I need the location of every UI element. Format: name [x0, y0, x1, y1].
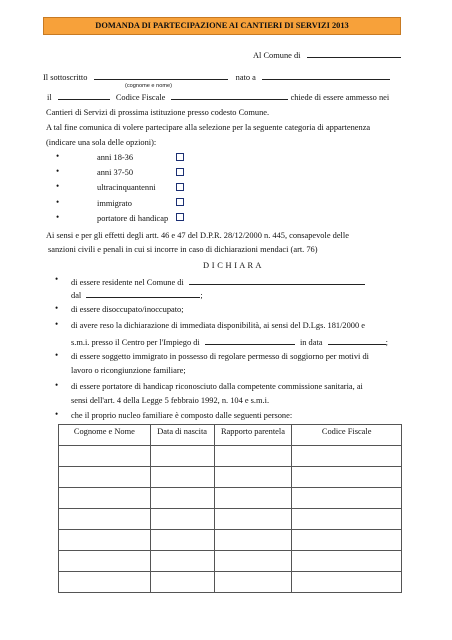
semicolon: ; — [385, 338, 388, 347]
dal-field[interactable] — [86, 289, 200, 298]
table-row — [59, 572, 402, 593]
bullet-icon: • — [55, 274, 59, 284]
decl-disponibilita-2 — [71, 336, 388, 347]
decl-handicap-2: sensi dell'art. 4 della Legge 5 febbraio 1992, n. 104 e s.m.i. — [71, 396, 270, 405]
decl-disoccupato: di essere disoccupato/inoccupato; — [71, 305, 184, 314]
data-nascita-field[interactable] — [58, 91, 110, 100]
table-cell[interactable] — [214, 509, 292, 530]
table-cell[interactable] — [292, 467, 402, 488]
bullet-icon: • — [55, 380, 59, 390]
dichiara-heading: D I C H I A R A — [203, 261, 262, 270]
checkbox-handicap[interactable] — [176, 213, 184, 221]
family-table — [58, 424, 402, 593]
table-cell[interactable] — [59, 572, 151, 593]
il-label: il — [47, 93, 52, 102]
checkbox-37-50[interactable] — [176, 168, 184, 176]
form-title: DOMANDA DI PARTECIPAZIONE AI CANTIERI DI SERVIZI 2013 — [43, 17, 401, 35]
luogo-nascita-field[interactable] — [262, 71, 390, 80]
table-cell[interactable] — [59, 446, 151, 467]
sottoscritto-row — [43, 71, 390, 82]
decl-residente — [71, 276, 365, 287]
column-header-codice-fiscale: Codice Fiscale — [292, 425, 402, 446]
table-cell[interactable] — [214, 446, 292, 467]
residente-label: di essere residente nel Comune di — [71, 278, 184, 287]
table-row — [59, 446, 402, 467]
checkbox-ultracinquantenni[interactable] — [176, 183, 184, 191]
sensi-line-2: sanzioni civili e penali in cui si incorre in caso di dichiarazioni mendaci (art. 76) — [48, 245, 318, 254]
category-label-handicap: portatore di handicap — [97, 214, 169, 223]
table-cell[interactable] — [292, 509, 402, 530]
table-cell[interactable] — [150, 509, 214, 530]
table-row — [59, 488, 402, 509]
intro-line-3: Cantieri di Servizi di prossima istituzione presso codesto Comune. — [46, 108, 270, 117]
decl-dal: dal ; — [71, 291, 203, 300]
table-cell[interactable] — [59, 488, 151, 509]
table-cell[interactable] — [292, 551, 402, 572]
decl-disponibilita-1: di avere reso la dichiarazione di immediata disponibilità, ai sensi del D.Lgs. 181/2000 e — [71, 321, 365, 330]
category-label-37-50: anni 37-50 — [97, 168, 134, 177]
bullet-icon: • — [55, 303, 59, 313]
intro-line-5: (indicare una sola delle opzioni): — [46, 138, 157, 147]
table-cell[interactable] — [292, 530, 402, 551]
table-row — [59, 467, 402, 488]
cognome-nome-note: (cognome e nome) — [125, 83, 172, 89]
column-header-rapporto-parentela: Rapporto parentela — [214, 425, 292, 446]
category-label-ultracinquantenni: ultracinquantenni — [97, 183, 156, 192]
dal-label: dal — [71, 291, 82, 300]
bullet-icon: • — [55, 319, 59, 329]
table-cell[interactable] — [292, 572, 402, 593]
table-cell[interactable] — [150, 530, 214, 551]
centro-impiego-label: s.m.i. presso il Centro per l'Impiego di — [71, 338, 200, 347]
nato-a-label: nato a — [235, 73, 256, 82]
column-header-cognome-nome: Cognome e Nome — [59, 425, 151, 446]
table-cell[interactable] — [214, 488, 292, 509]
sottoscritto-label: Il sottoscritto — [43, 73, 88, 82]
table-cell[interactable] — [214, 572, 292, 593]
bullet-icon: • — [56, 151, 60, 161]
bullet-icon: • — [55, 409, 59, 419]
decl-immigrato-2: lavoro o ricongiunzione familiare; — [71, 366, 186, 375]
table-row — [59, 530, 402, 551]
table-header-row — [59, 425, 402, 446]
bullet-icon: • — [56, 197, 60, 207]
intro-line-4: A tal fine comunica di volere partecipare alla selezione per la seguente categoria di appartenenza — [46, 123, 371, 132]
table-cell[interactable] — [214, 467, 292, 488]
checkbox-immigrato[interactable] — [176, 198, 184, 206]
table-cell[interactable] — [59, 509, 151, 530]
decl-handicap-1: di essere portatore di handicap riconosciuto dalla competente commissione sanitaria, ai — [71, 382, 363, 391]
comune-label: Al Comune di — [253, 51, 301, 60]
in-data-field[interactable] — [328, 336, 386, 345]
checkbox-18-36[interactable] — [176, 153, 184, 161]
table-cell[interactable] — [150, 467, 214, 488]
category-label-immigrato: immigrato — [97, 199, 132, 208]
comune-residenza-field[interactable] — [189, 276, 365, 285]
table-cell[interactable] — [292, 488, 402, 509]
table-cell[interactable] — [150, 551, 214, 572]
table-cell[interactable] — [150, 446, 214, 467]
table-cell[interactable] — [292, 446, 402, 467]
in-data-label: in data — [299, 338, 323, 347]
bullet-icon: • — [55, 350, 59, 360]
comune-row — [253, 49, 401, 60]
bullet-icon: • — [56, 212, 60, 222]
table-cell[interactable] — [214, 551, 292, 572]
centro-impiego-field[interactable] — [205, 336, 295, 345]
codice-fiscale-field[interactable] — [171, 91, 288, 100]
bullet-icon: • — [56, 181, 60, 191]
table-row — [59, 509, 402, 530]
decl-immigrato-1: di essere soggetto immigrato in possesso di regolare permesso di soggiorno per motivi di — [71, 352, 369, 361]
data-cf-row — [43, 91, 389, 102]
nome-field[interactable] — [94, 71, 228, 80]
decl-nucleo: che il proprio nucleo familiare è composto dalle seguenti persone: — [71, 411, 293, 420]
table-cell[interactable] — [59, 530, 151, 551]
sensi-line-1: Ai sensi e per gli effetti degli artt. 46 e 47 del D.P.R. 28/12/2000 n. 445, consapevole delle — [46, 231, 349, 240]
bullet-icon: • — [56, 166, 60, 176]
table-row — [59, 551, 402, 572]
category-label-18-36: anni 18-36 — [97, 153, 134, 162]
table-cell[interactable] — [150, 488, 214, 509]
chiede-label: chiede di essere ammesso nei — [290, 93, 390, 102]
column-header-data-nascita: Data di nascita — [150, 425, 214, 446]
table-cell[interactable] — [59, 467, 151, 488]
comune-field[interactable] — [307, 49, 401, 58]
table-cell[interactable] — [214, 530, 292, 551]
codice-fiscale-label: Codice Fiscale — [115, 93, 166, 102]
table-cell[interactable] — [150, 572, 214, 593]
table-cell[interactable] — [59, 551, 151, 572]
